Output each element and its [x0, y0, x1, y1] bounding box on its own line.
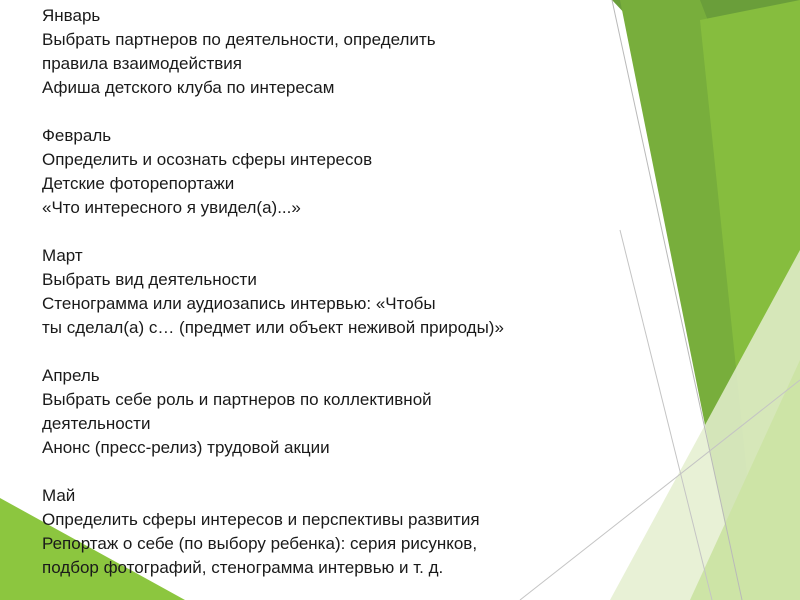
text-line: правила взаимодействия — [42, 54, 242, 73]
section-may — [42, 484, 642, 580]
text-line: Определить и осознать сферы интересов — [42, 150, 373, 169]
text-line: Репортаж о себе (по выбору ребенка): серия рисунков, — [42, 534, 478, 553]
text-line: Выбрать себе роль и партнеров по коллективной — [42, 390, 432, 409]
section-march — [42, 244, 642, 340]
text-line: Выбрать вид деятельности — [42, 270, 257, 289]
month-heading: Май — [42, 486, 76, 505]
month-heading: Март — [42, 246, 83, 265]
text-line: ты сделал(а) с… (предмет или объект неживой природы)» — [42, 318, 504, 337]
text-line: Детские фоторепортажи — [42, 174, 235, 193]
month-heading: Апрель — [42, 366, 100, 385]
month-heading: Февраль — [42, 126, 112, 145]
text-line: Стенограмма или аудиозапись интервью: «Чтобы — [42, 294, 436, 313]
text-line: Афиша детского клуба по интересам — [42, 78, 335, 97]
slide-text-content — [42, 4, 642, 580]
section-april — [42, 364, 642, 460]
text-line: Анонс (пресс-релиз) трудовой акции — [42, 438, 330, 457]
text-line: «Что интересного я увидел(а)...» — [42, 198, 301, 217]
text-line: Определить сферы интересов и перспективы развития — [42, 510, 480, 529]
section-february — [42, 124, 642, 220]
text-line: деятельности — [42, 414, 151, 433]
text-line: Выбрать партнеров по деятельности, определить — [42, 30, 436, 49]
month-heading: Январь — [42, 6, 101, 25]
text-line: подбор фотографий, стенограмма интервью и т. д. — [42, 558, 444, 577]
section-january — [42, 4, 642, 100]
